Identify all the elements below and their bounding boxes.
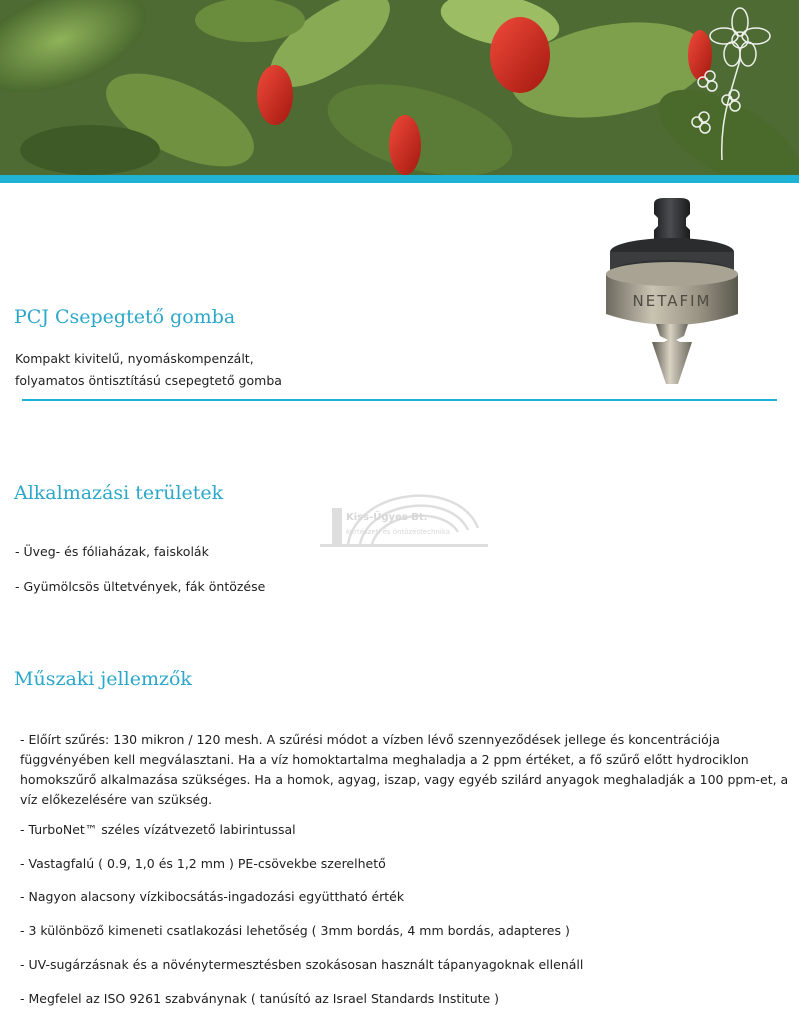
product-title: PCJ Csepegtető gomba [14,306,236,328]
specs-item: - Előírt szűrés: 130 mikron / 120 mesh. A szűrési módot a vízben lévő szennyeződések jellege és koncentrációja függvényében kell megválasztani. Ha a víz homoktartalma meghaladja a 2 ppm értéket, a fő szűrő előtt hydrociklon homokszűrő alkalmazása szükséges. Ha a homok, agyag, iszap, vagy egyéb szilárd anyagok meghaladják a 100 ppm-et, a víz előkezelésére van szükség. [20,732,789,807]
product-description-line2: folyamatos öntisztítású csepegtető gomba [15,373,282,388]
specs-item: - Megfelel az ISO 9261 szabványnak ( tanúsító az Israel Standards Institute ) [20,991,500,1006]
specs-item: - 3 különböző kimeneti csatlakozási lehetőség ( 3mm bordás, 4 mm bordás, adapteres ) [20,923,570,938]
specs-item: - TurboNet™ széles vízátvezető labirintussal [20,822,296,837]
specs-item: - UV-sugárzásnak és a növénytermesztésben szokásosan használt tápanyagoknak ellenáll [20,957,584,972]
specs-title: Műszaki jellemzők [14,668,192,690]
applications-item: - Üveg- és fóliaházak, faiskolák [15,544,209,559]
watermark-tagline: kertészeti és öntözéstechnika [346,528,451,536]
section-divider [22,399,777,401]
dripper-product-image [592,190,752,388]
applications-item: - Gyümölcsös ültetvények, fák öntözése [15,579,266,594]
company-watermark-logo [318,478,490,556]
header-banner [0,0,799,175]
banner-image [0,0,799,175]
product-brand-text: NETAFIM [632,292,712,310]
product-description-line1: Kompakt kivitelű, nyomáskompenzált, [15,351,254,366]
specs-item: - Vastagfalú ( 0.9, 1,0 és 1,2 mm ) PE-csövekbe szerelhető [20,856,386,871]
watermark-company-name: Kiss-Ügyes Bt. [346,512,428,523]
specs-item: - Nagyon alacsony vízkibocsátás-ingadozási együttható érték [20,889,405,904]
header-accent-bar [0,175,799,183]
applications-title: Alkalmazási területek [14,482,224,504]
